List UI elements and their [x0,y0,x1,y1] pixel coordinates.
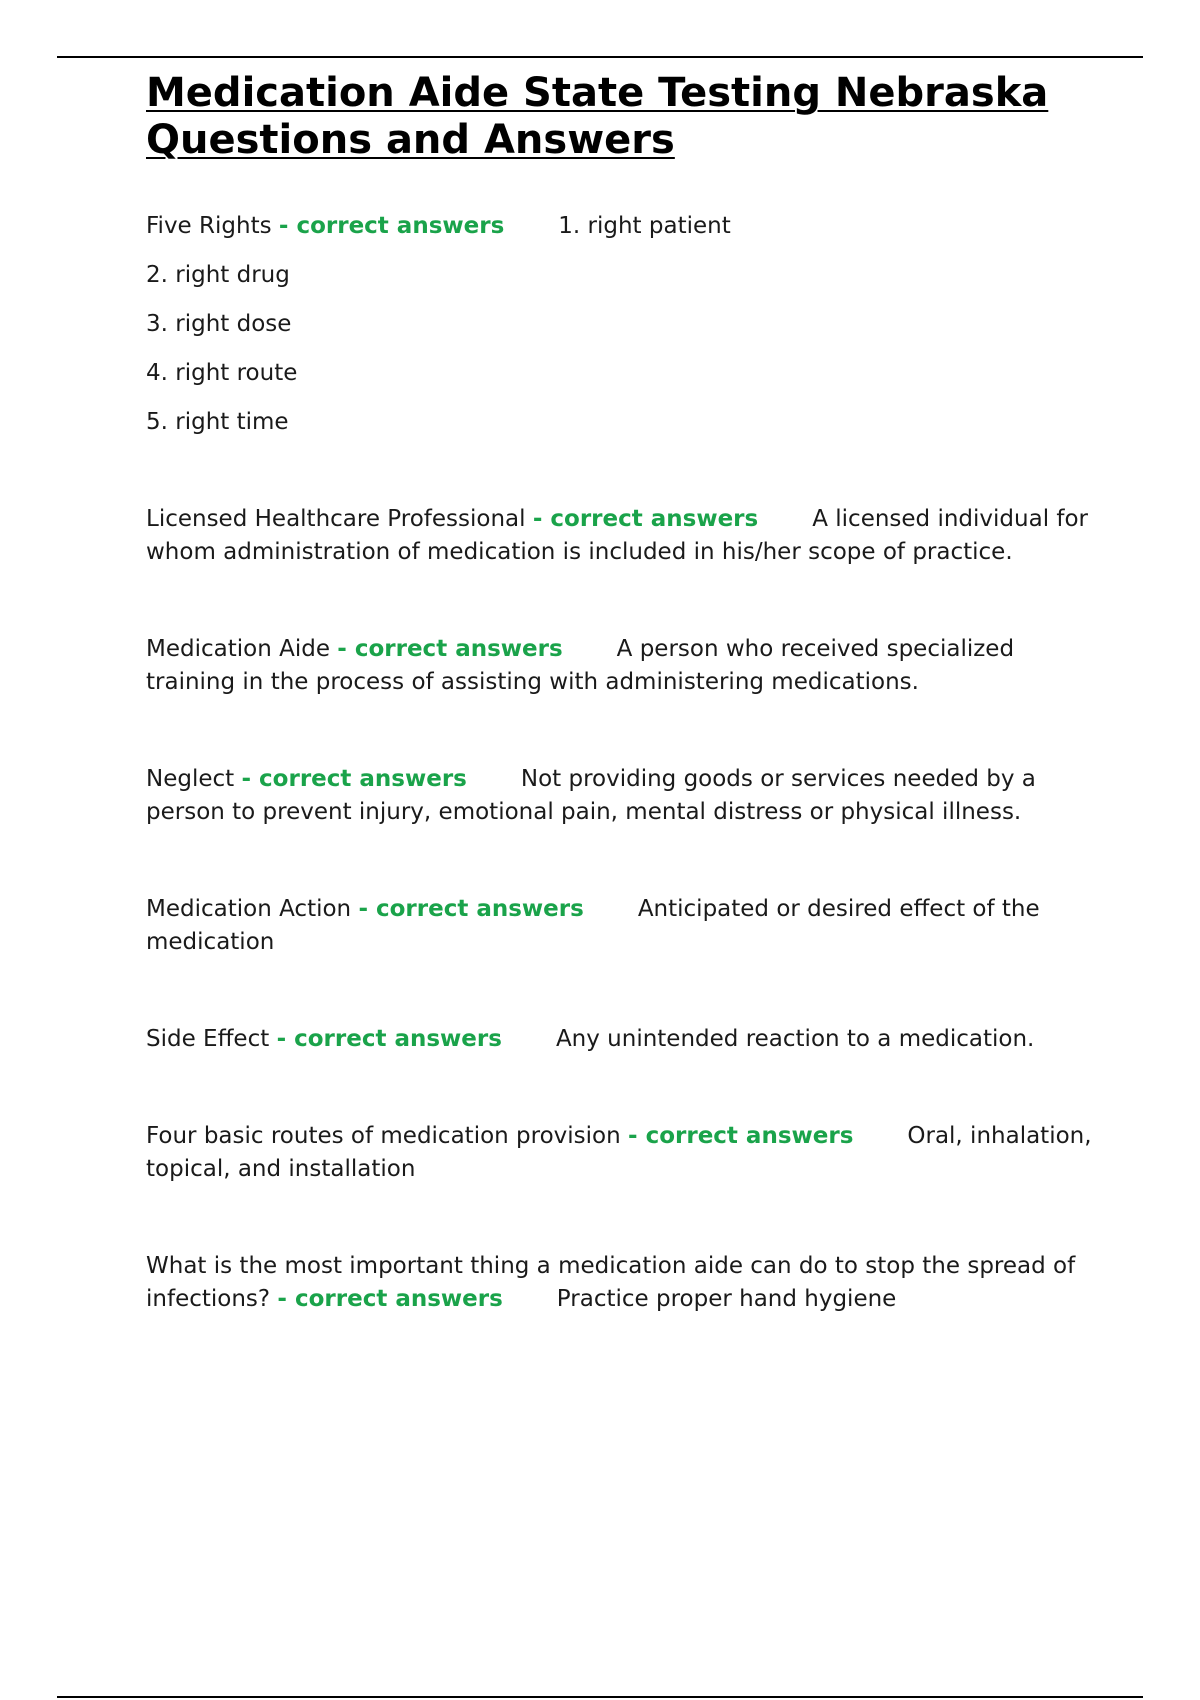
five-rights-list-item: 4. right route [146,360,298,386]
correct-answers-label: - correct answers [241,766,467,792]
qa-term: Medication Aide [146,636,330,662]
qa-answer: A licensed individual for whom administration of medication is included in his/her scope of practice. [146,506,1089,565]
correct-answers-label: - correct answers [278,213,505,239]
qa-item-medication-action [146,893,1096,959]
qa-item-five-rights [146,210,1096,243]
qa-term: What is the most important thing a medication aide can do to stop the spread of infections? [146,1253,1076,1312]
correct-answers-label: - correct answers [337,636,563,662]
qa-item-four-basic-routes [146,1120,1096,1186]
qa-answer: A person who received specialized training in the process of assisting with administering medications. [146,636,1015,695]
document-page [146,70,1096,1316]
correct-answers-label: - correct answers [628,1123,854,1149]
qa-item-medication-aide [146,633,1096,699]
qa-term: Four basic routes of medication provision [146,1123,621,1149]
qa-answer: Practice proper hand hygiene [556,1286,897,1312]
qa-answer: Any unintended reaction to a medication. [555,1026,1035,1052]
qa-answer: Anticipated or desired effect of the medication [146,896,1040,955]
bottom-rule [57,1696,1143,1698]
title-line-2: Questions and Answers [146,117,675,163]
qa-term: Neglect [146,766,235,792]
qa-term: Five Rights [146,213,272,239]
qa-item-neglect [146,763,1096,829]
qa-answer: Not providing goods or services needed by a person to prevent injury, emotional pain, mental distress or physical illness. [146,766,1036,825]
correct-answers-label: - correct answers [277,1286,503,1312]
qa-term: Side Effect [146,1026,270,1052]
qa-term: Medication Action [146,896,352,922]
title-line-1: Medication Aide State Testing Nebraska [146,70,1049,116]
qa-answer: 1. right patient [558,213,731,239]
qa-answer: Oral, inhalation, topical, and installation [146,1123,1092,1182]
top-rule [57,56,1143,58]
qa-item-licensed-healthcare-professional [146,503,1096,569]
page-title [146,70,1096,164]
five-rights-list-item: 3. right dose [146,311,292,337]
qa-item-side-effect [146,1023,1096,1056]
correct-answers-label: - correct answers [532,506,759,532]
qa-item-infection-prevention [146,1250,1096,1316]
qa-term: Licensed Healthcare Professional [146,506,526,532]
correct-answers-label: - correct answers [276,1026,502,1052]
five-rights-list-item: 5. right time [146,409,289,435]
correct-answers-label: - correct answers [358,896,584,922]
five-rights-list-item: 2. right drug [146,262,290,288]
